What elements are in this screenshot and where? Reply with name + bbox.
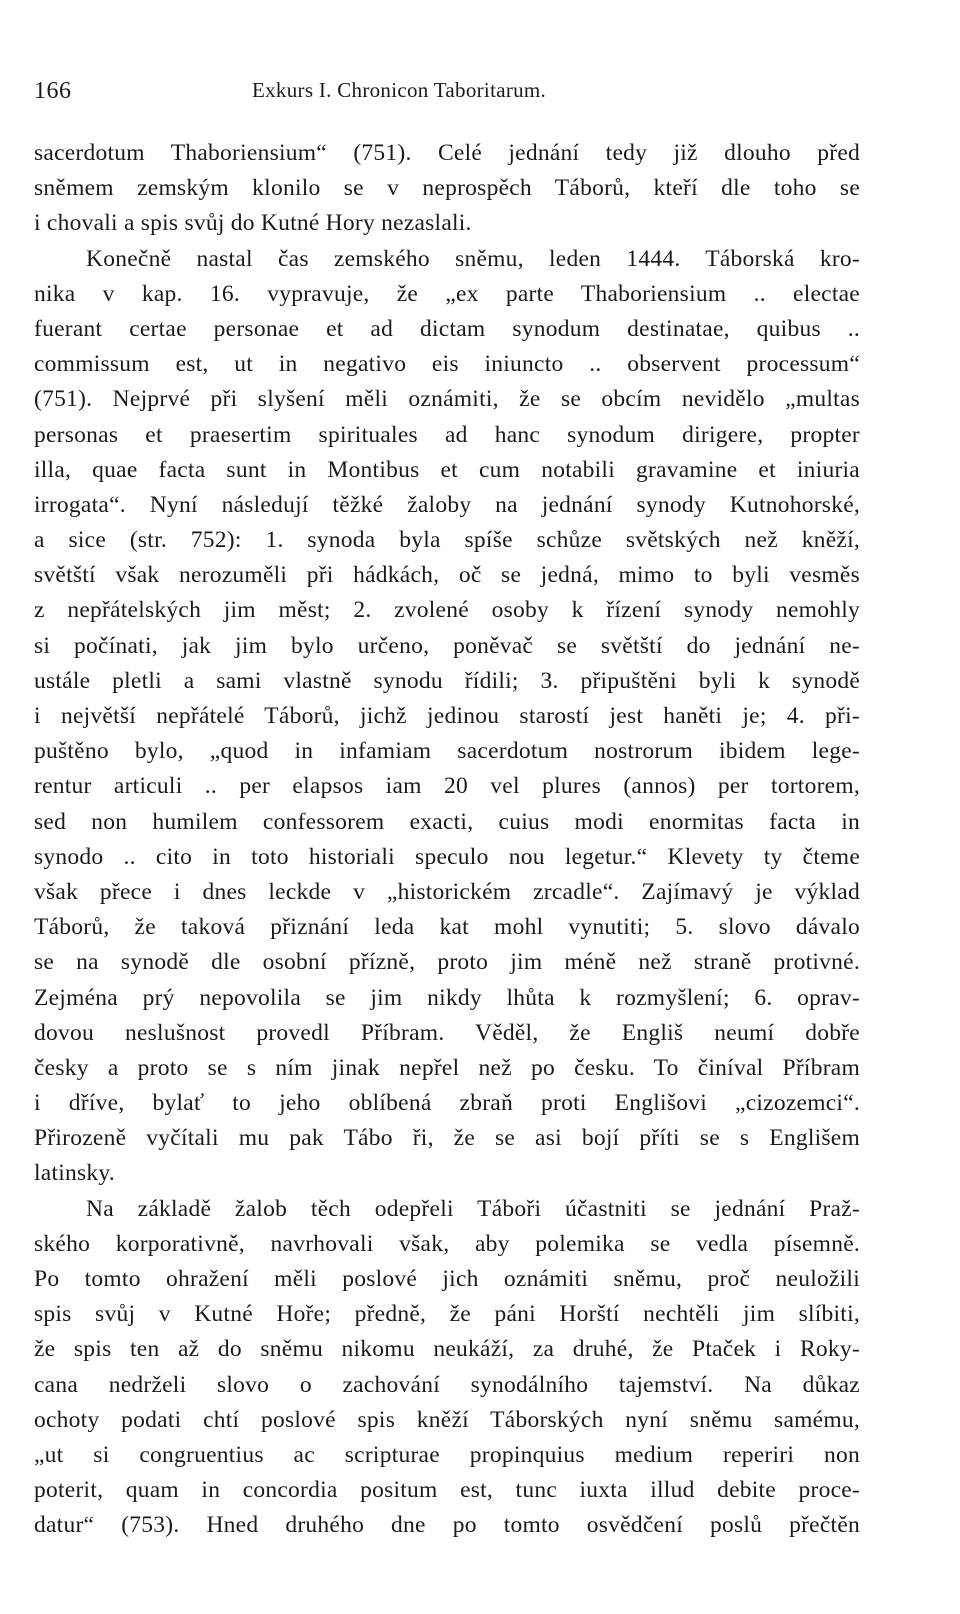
text-line: česky a proto se s ním jinak nepřel než po česku. To činíval Příbram: [34, 1054, 860, 1081]
page-header: [34, 78, 864, 108]
text-line: ochoty podati chtí poslové spis kněží Táborských nyní sněmu samému,: [34, 1406, 860, 1433]
text-line: sacerdotum Thaboriensium“ (751). Celé jednání tedy již dlouho před: [34, 140, 860, 166]
text-line: Přirozeně vyčítali mu pak Tábo ři, že se asi bojí příti se s Englišem: [34, 1125, 860, 1152]
text-line: i chovali a spis svůj do Kutné Hory nezaslali.: [34, 210, 472, 237]
text-line: illa, quae facta sunt in Montibus et cum notabili gravamine et iniuria: [34, 456, 860, 483]
text-line: dovou neslušnost provedl Příbram. Věděl, že Engliš neumí dobře: [34, 1019, 860, 1046]
text-line: synodo .. cito in toto historiali speculo nou legetur.“ Klevety ty čteme: [34, 843, 860, 870]
text-line: latinsky.: [34, 1160, 116, 1187]
text-line: se na synodě dle osobní přízně, proto jim méně než straně protivné.: [34, 949, 860, 976]
text-line: poterit, quam in concordia positum est, tunc iuxta illud debite proce-: [34, 1477, 860, 1504]
text-line: Konečně nastal čas zemského sněmu, leden 1444. Táborská kro-: [86, 245, 860, 272]
text-line: však přece i dnes leckde v „historickém zrcadle“. Zajímavý je výklad: [34, 878, 860, 905]
text-line: cana nedrželi slovo o zachování synodálního tajemství. Na důkaz: [34, 1371, 860, 1398]
running-head: Exkurs I. Chronicon Taboritarum.: [252, 78, 547, 102]
text-line: rentur articuli .. per elapsos iam 20 vel plures (annos) per tortorem,: [34, 773, 860, 800]
text-line: personas et praesertim spirituales ad hanc synodum dirigere, propter: [34, 421, 860, 448]
text-line: datur“ (753). Hned druhého dne po tomto osvědčení poslů přečtěn: [34, 1512, 860, 1539]
page-number: 166: [34, 78, 72, 104]
text-line: sed non humilem confessorem exacti, cuius modi enormitas facta in: [34, 808, 860, 835]
text-line: „ut si congruentius ac scripturae propinquius medium reperiri non: [34, 1441, 860, 1468]
text-line: ského korporativně, navrhovali však, aby polemika se vedla písemně.: [34, 1230, 860, 1257]
text-line: commissum est, ut in negativo eis iniuncto .. observent processum“: [34, 351, 860, 378]
text-line: puštěno bylo, „quod in infamiam sacerdotum nostrorum ibidem lege-: [34, 738, 860, 765]
text-line: Zejména prý nepovolila se jim nikdy lhůta k rozmyšlení; 6. oprav-: [34, 984, 860, 1011]
text-line: Po tomto ohražení měli poslové jich oznámiti sněmu, proč neuložili: [34, 1266, 860, 1292]
text-line: že spis ten až do sněmu nikomu neukáží, za druhé, že Ptaček i Roky-: [34, 1336, 860, 1363]
text-line: a sice (str. 752): 1. synoda byla spíše schůze světských než kněží,: [34, 527, 860, 554]
text-line: Na základě žalob těch odepřeli Táboři účastniti se jednání Praž-: [86, 1195, 860, 1222]
text-line: světští však nerozuměli při hádkách, oč se jedná, mimo to byli vesměs: [34, 562, 860, 589]
text-line: Táborů, že taková přiznání leda kat mohl vynutiti; 5. slovo dávalo: [34, 914, 860, 941]
text-line: irrogata“. Nyní následují těžké žaloby na jednání synody Kutnohorské,: [34, 491, 860, 518]
text-line: i největší nepřátelé Táborů, jichž jedinou starostí jest haněti je; 4. při-: [34, 703, 860, 729]
text-body: [34, 136, 860, 1544]
text-line: (751). Nejprvé při slyšení měli oznámiti, že se obcím nevidělo „multas: [34, 386, 860, 413]
text-line: si počínati, jak jim bylo určeno, poněvač se světští do jednání ne-: [34, 632, 860, 659]
text-line: z nepřátelských jim měst; 2. zvolené osoby k řízení synody nemohly: [34, 597, 860, 624]
text-line: spis svůj v Kutné Hoře; předně, že páni Horští nechtěli jim slíbiti,: [34, 1301, 860, 1328]
text-line: nika v kap. 16. vypravuje, že „ex parte Thaboriensium .. electae: [34, 280, 860, 307]
text-line: ustále pletli a sami vlastně synodu řídili; 3. připuštěni byli k synodě: [34, 667, 860, 694]
text-line: sněmem zemským klonilo se v neprospěch Táborů, kteří dle toho se: [34, 175, 860, 202]
text-line: i dříve, bylať to jeho oblíbená zbraň proti Englišovi „cizozemci“.: [34, 1090, 860, 1117]
text-line: fuerant certae personae et ad dictam synodum destinatae, quibus ..: [34, 315, 860, 342]
